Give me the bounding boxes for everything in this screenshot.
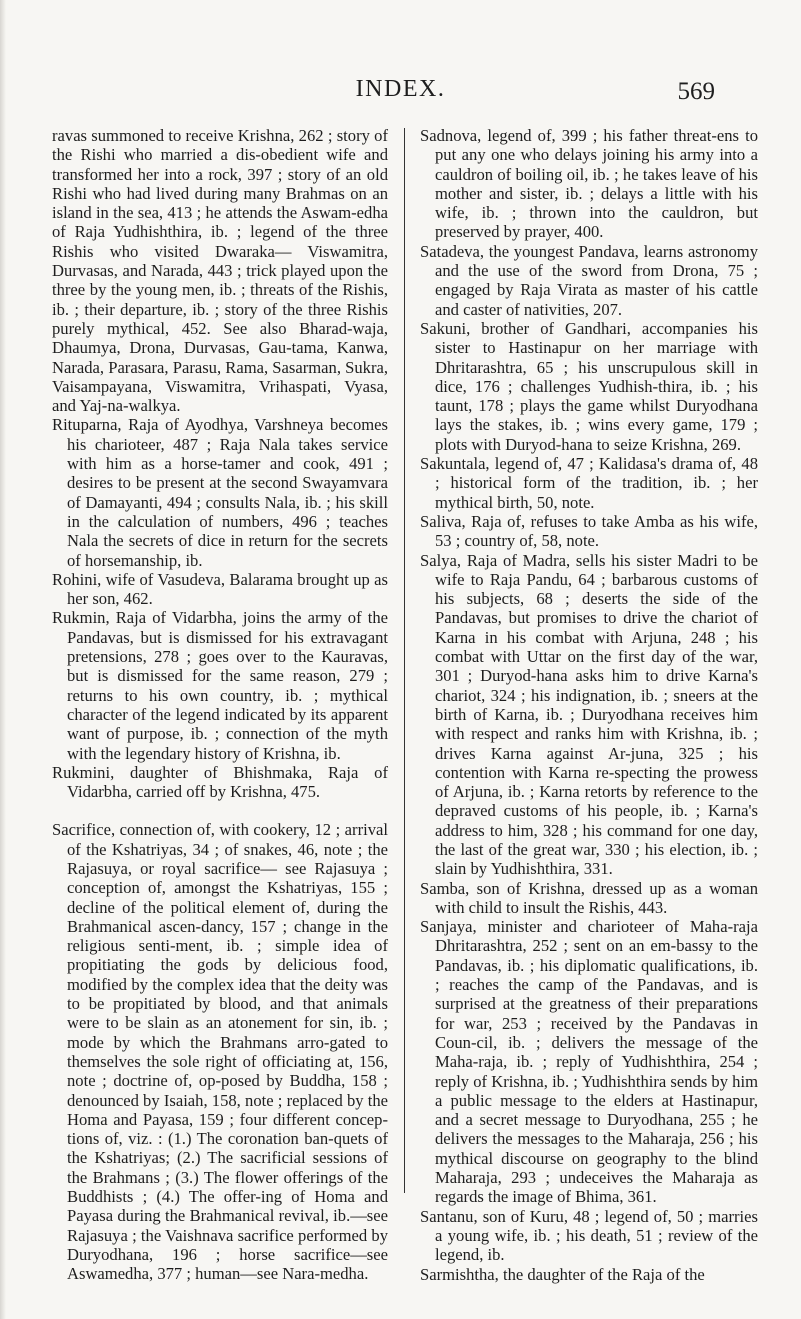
index-entry: Sakuni, brother of Gandhari, accompanies his sister to Hastinapur on her marriage with Dhritarashtra, 65 ; his unscrupulous skill in dice, 176 ; challenges Yudhish-thira, ib. ; his taunt, 178 ; plays the game whilst Duryodhana lays the stakes, ib. ; wins every game, 179 ; plots with Duryod-hana to seize Krishna, 269.: [420, 318, 758, 454]
right-column: [420, 126, 758, 1306]
page-title: INDEX.: [355, 76, 446, 102]
index-entry: ravas summoned to receive Krishna, 262 ; story of the Rishi who married a dis-obedient wife and transformed her into a rock, 397 ; story of an old Rishi who had lived during many Brahmas on an island in the sea, 413 ; he attends the Aswam-edha of Raja Yudhishthira, ib. ; legend of the three Rishis who visited Dwaraka— Viswamitra, Durvasas, and Narada, 443 ; trick played upon the three by the young men, ib. ; threats of the Rishis, ib. ; their departure, ib. ; story of the three Rishis purely mythical, 452. See also Bharad-waja, Dhaumya, Drona, Durvasas, Gau-tama, Kanwa, Narada, Parasara, Parasu, Rama, Sasarman, Sukra, Vaisampayana, Viswamitra, Vrihaspati, Vyasa, and Yaj-na-walkya.: [52, 126, 388, 416]
index-entry: Salya, Raja of Madra, sells his sister Madri to be wife to Raja Pandu, 64 ; barbarous customs of his subjects, 68 ; deserts the side of the Pandavas, but promises to drive the chariot of Karna in his combat with Arjuna, 248 ; his combat with Uttar on the first day of the war, 301 ; Duryod-hana asks him to drive Karna's chariot, 324 ; his indignation, ib. ; sneers at the birth of Karna, ib. ; Duryodhana receives him with respect and ranks him with Krishna, ib. ; drives Karna against Ar-juna, 325 ; his contention with Karna re-specting the prowess of Arjuna, ib. ; Karna retorts by reference to the depraved customs of his people, ib. ; Karna's address to him, 328 ; his command for one day, the last of the great war, 330 ; his election, ib. ; slain by Yudhishthira, 331.: [420, 550, 758, 879]
index-entry: Rukmini, daughter of Bhishmaka, Raja of Vidarbha, carried off by Krishna, 475.: [52, 762, 388, 802]
index-entry: Sakuntala, legend of, 47 ; Kalidasa's drama of, 48 ; historical form of the tradition, ib. ; her mythical birth, 50, note.: [420, 454, 758, 512]
index-entry: Rituparna, Raja of Ayodhya, Varshneya becomes his charioteer, 487 ; Raja Nala takes service with him as a horse-tamer and cook, 491 ; desires to be present at the second Swayamvara of Damayanti, 494 ; consults Nala, ib. ; his skill in the calculation of numbers, 496 ; teaches Nala the secrets of dice in return for the secrets of horsemanship, ib.: [52, 415, 388, 570]
left-column: [52, 126, 388, 1306]
index-entry: Saliva, Raja of, refuses to take Amba as his wife, 53 ; country of, 58, note.: [420, 511, 758, 551]
index-entry: Sadnova, legend of, 399 ; his father threat-ens to put any one who delays joining his army into a cauldron of boiling oil, ib. ; he takes leave of his mother and sister, ib. ; delays a little with his wife, ib. ; thrown into the cauldron, but preserved by prayer, 400.: [420, 126, 758, 242]
index-entry: Satadeva, the youngest Pandava, learns astronomy and the use of the sword from Drona, 75 ; engaged by Raja Virata as master of his cattle and caster of nativities, 207.: [420, 241, 758, 319]
column-divider: [404, 128, 405, 1193]
index-entry: Samba, son of Krishna, dressed up as a woman with child to insult the Rishis, 443.: [420, 878, 758, 917]
index-entry: Sacrifice, connection of, with cookery, 12 ; arrival of the Kshatriyas, 34 ; of snakes, 46, note ; the Rajasuya, or royal sacrifice— see Rajasuya ; conception of, amongst the Kshatriyas, 155 ; decline of the political element of, during the Brahmanical ascen-dancy, 157 ; change in the religious senti-ment, ib. ; simple idea of propitiating the gods by delicious food, modified by the complex idea that the deity was to be propitiated by blood, and that animals were to be slain as an atonement for sin, ib. ; mode by which the Brahmans arro-gated to themselves the sole right of officiating at, 156, note ; doctrine of, op-posed by Buddha, 158 ; denounced by Isaiah, 158, note ; replaced by the Homa and Payasa, 159 ; four different concep-tions of, viz. : (1.) The coronation ban-quets of the Kshatriyas; (2.) The sacrificial sessions of the Brahmans ; (3.) The flower offerings of the Buddhists ; (4.) The offer-ing of Homa and Payasa during the Brahmanical revival, ib.—see Rajasuya ; the Vaishnava sacrifice performed by Duryodhana, 196 ; horse sacrifice—see Aswamedha, 377 ; human—see Nara-medha.: [52, 820, 388, 1284]
page-header: [0, 74, 801, 114]
page-number: 569: [677, 78, 715, 105]
index-entry: Sarmishtha, the daughter of the Raja of the: [420, 1264, 705, 1284]
index-entry: Sanjaya, minister and charioteer of Maha-raja Dhritarashtra, 252 ; sent on an em-bassy to the Pandavas, ib. ; his diplomatic qualifications, ib. ; reaches the camp of the Pandavas, and is surprised at the greatness of their preparations for war, 253 ; received by the Pandavas in Coun-cil, ib. ; delivers the message of the Maha-raja, ib. ; reply of Yudhishthira, 254 ; reply of Krishna, ib. ; Yudhishthira sends by him a public message to the elders at Hastinapur, and a secret message to Duryodhana, 255 ; he delivers the messages to the Maharaja, 256 ; his mythical discourse on geography to the blind Maharaja, 293 ; undeceives the Maharaja as regards the image of Bhima, 361.: [420, 917, 758, 1207]
page-edge-shadow: [0, 0, 6, 1319]
index-entry: Rohini, wife of Vasudeva, Balarama brought up as her son, 462.: [52, 569, 388, 609]
index-entry: Santanu, son of Kuru, 48 ; legend of, 50 ; marries a young wife, ib. ; his death, 51 ; review of the legend, ib.: [420, 1206, 758, 1265]
index-entry: Rukmin, Raja of Vidarbha, joins the army of the Pandavas, but is dismissed for his extravagant pretensions, 278 ; goes over to the Kauravas, but is dismissed for the same reason, 279 ; returns to his own country, ib. ; mythical character of the legend indicated by its apparent want of purpose, ib. ; connection of the myth with the legendary history of Krishna, ib.: [52, 608, 388, 763]
